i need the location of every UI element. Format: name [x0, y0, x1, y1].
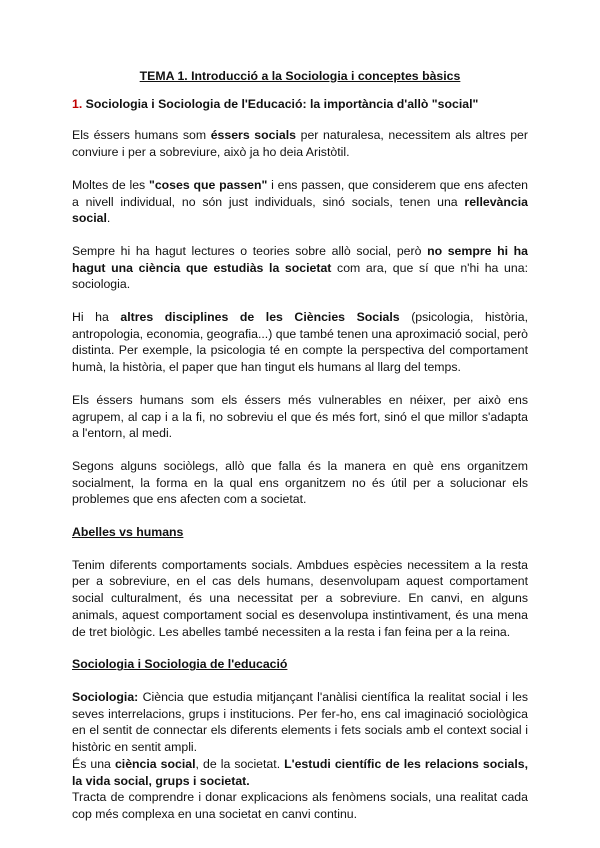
p2-bold-2: rellevància social: [72, 194, 528, 226]
definition-text: Ciència que estudia mitjançant l'anàlisi científica la realitat social i les seves interrelacions, grups i institucions. Per fer-ho, ens cal imaginació sociològica en el sentit de connectar els diferents elements i fets socials amb el context social i històric en sentit ampli.: [72, 689, 528, 755]
sociologia-definition: [72, 689, 528, 756]
paragraph-3: [72, 243, 528, 293]
definition-term: Sociologia:: [72, 689, 139, 704]
p3-text-a: Sempre hi ha hagut lectures o teories sobre allò social, però: [72, 243, 428, 258]
paragraph-4: [72, 309, 528, 376]
section-2-heading: Abelles vs humans: [72, 525, 184, 540]
tracta-line: Tracta de comprendre i donar explicacions als fenòmens socials, una realitat cada cop més complexa en una societat en canvi continu.: [72, 790, 528, 821]
p4-text-a: Hi ha: [72, 310, 121, 325]
p1-text-a: Els éssers humans som: [72, 128, 211, 143]
section-2-paragraph: Tenim diferents comportaments socials. Ambdues espècies necessitem a la resta per a sobreviure, en el cas dels humans, desenvolupam aquest comportament social culturalment, és una necessitat per a sobreviure. En canvi, en alguns animals, aquest comportament social es desenvolupa instintivament, és una mena de tret biològic. Les abelles també necessiten a la resta i fan feina per a la reina.: [72, 557, 528, 639]
p3-text-c: com ara, que sí que n'hi ha una: sociologia.: [72, 260, 528, 292]
ciencia-social-line: [72, 756, 528, 789]
p1-text-c: per naturalesa, necessitem als altres per conviure i per a sobreviure, això ja ho deia Aristòtil.: [72, 128, 528, 160]
paragraph-2: [72, 177, 528, 227]
paragraph-5: Els éssers humans som els éssers més vulnerables en néixer, per això ens agrupem, al cap i a la fi, no sobreviu el que és més fort, sinó el que millor s'adapta a l'entorn, al medi.: [72, 392, 528, 441]
line2-text-c: , de la societat.: [195, 756, 285, 771]
line2-bold-2: L'estudi científic de les relacions socials, la vida social, grups i societat.: [72, 756, 528, 788]
section-1-heading: [72, 96, 528, 113]
section-1-heading-text: Sociologia i Sociologia de l'Educació: la importància d'allò "social": [82, 96, 479, 111]
p2-text-d: .: [106, 211, 111, 226]
section-1-number: 1.: [72, 96, 83, 111]
p3-bold-1: no sempre hi ha hagut una ciència que estudiàs la societat: [72, 243, 528, 275]
paragraph-1: [72, 127, 528, 160]
paragraph-6: Segons alguns sociòlegs, allò que falla és la manera en què ens organitzem socialment, la forma en la qual ens organitzem no és útil per a solucionar els problemes que ens afecten com a societat.: [72, 458, 528, 507]
p4-bold-1: altres disciplines de les Ciències Socials: [120, 310, 400, 325]
document-page: [72, 68, 528, 823]
p1-bold-1: éssers socials: [210, 128, 296, 143]
line2-text-a: És una: [72, 756, 115, 771]
section-3-heading: Sociologia i Sociologia de l'educació: [72, 657, 288, 672]
line2-bold-1: ciència social: [114, 756, 196, 771]
document-title: TEMA 1. Introducció a la Sociologia i conceptes bàsics: [139, 69, 461, 83]
p2-text-c: i ens passen, que considerem que ens afecten a nivell individual, no són just individuals, sinó socials, tenen una: [72, 177, 528, 209]
p4-text-c: (psicologia, història, antropologia, economia, geografia...) que també tenen una aproximació social, però distinta. Per exemple, la psicologia té en compte la perspectiva del comportament humà, la història, el paper que han tingut els humans al llarg del temps.: [72, 310, 529, 375]
p2-text-a: Moltes de les: [72, 177, 149, 192]
p2-bold-1: "coses que passen": [148, 177, 268, 192]
